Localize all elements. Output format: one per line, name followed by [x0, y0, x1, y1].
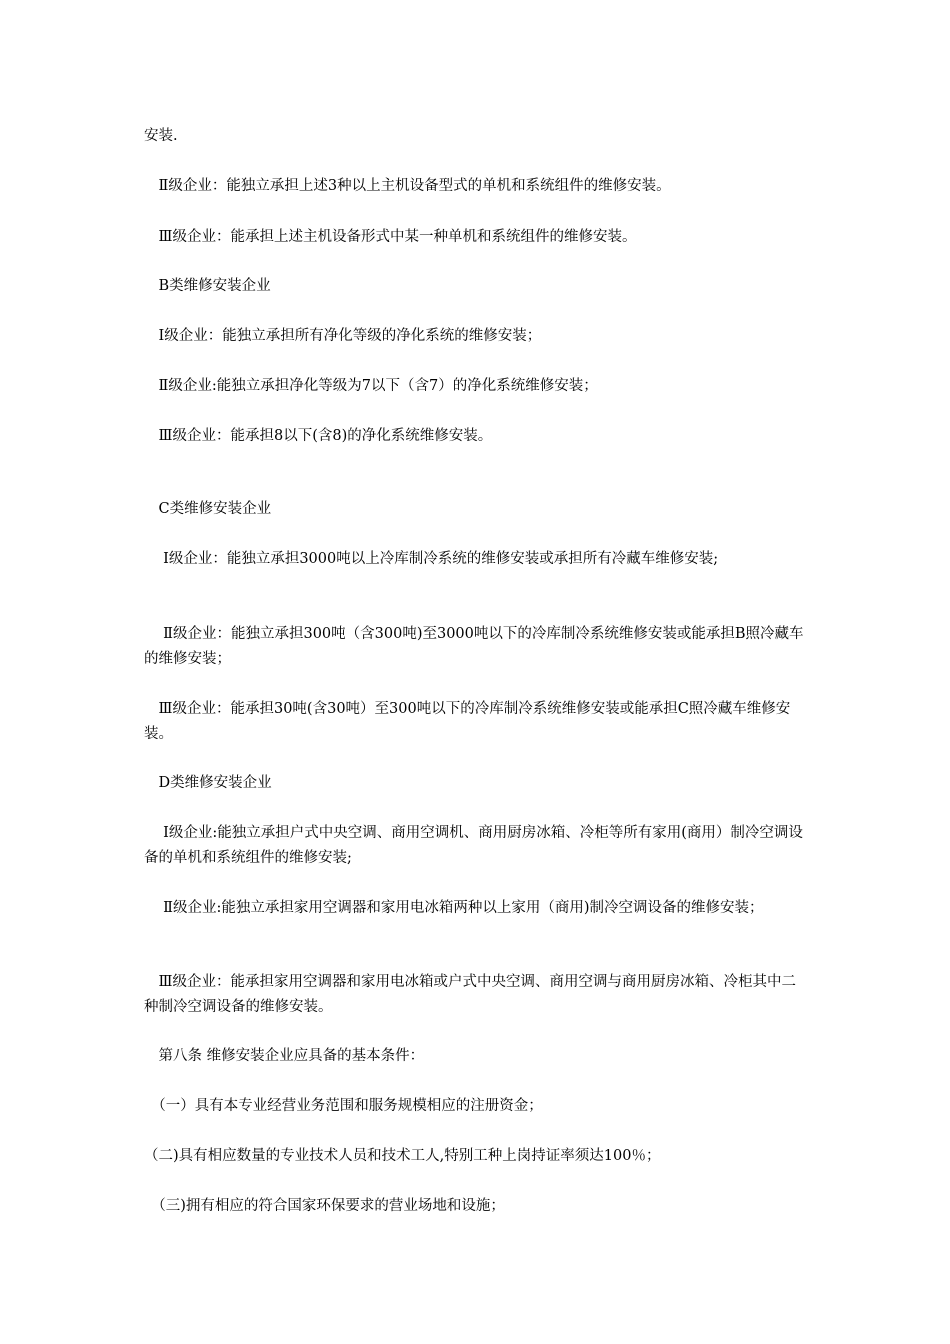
paragraph-class-c-level-3: Ⅲ级企业：能承担30吨(含30吨）至300吨以下的冷库制冷系统维修安装或能承担C照冷藏车维修安装。: [144, 701, 791, 742]
paragraph-install-continuation: 安装.: [144, 128, 178, 144]
paragraph-class-d-level-1: Ⅰ级企业:能独立承担户式中央空调、商用空调机、商用厨房冰箱、冷柜等所有家用(商用）制冷空调设备的单机和系统组件的维修安装;: [144, 825, 803, 866]
paragraph-class-d-level-2: Ⅱ级企业:能独立承担家用空调器和家用电冰箱两种以上家用（商用)制冷空调设备的维修安装；: [144, 900, 764, 916]
heading-class-c: C类维修安装企业: [144, 501, 272, 517]
list-item-condition-3: （三)拥有相应的符合国家环保要求的营业场地和设施；: [144, 1198, 505, 1214]
paragraph-class-d-level-3: Ⅲ级企业：能承担家用空调器和家用电冰箱或户式中央空调、商用空调与商用厨房冰箱、冷柜其中二种制冷空调设备的维修安装。: [144, 974, 796, 1015]
paragraph-class-a-level-3: Ⅲ级企业：能承担上述主机设备形式中某一种单机和系统组件的维修安装。: [144, 229, 637, 245]
paragraph-class-c-level-1: Ⅰ级企业：能独立承担3000吨以上冷库制冷系统的维修安装或承担所有冷藏车维修安装;: [144, 551, 719, 567]
paragraph-class-c-level-2: Ⅱ级企业：能独立承担300吨（含300吨)至3000吨以下的冷库制冷系统维修安装或能承担B照冷藏车的维修安装；: [144, 626, 804, 667]
heading-article-8: 第八条 维修安装企业应具备的基本条件：: [144, 1048, 425, 1064]
paragraph-class-a-level-2: Ⅱ级企业：能独立承担上述3种以上主机设备型式的单机和系统组件的维修安装。: [144, 178, 671, 194]
list-item-condition-1: （一）具有本专业经营业务范围和服务规模相应的注册资金；: [144, 1098, 543, 1114]
heading-class-d: D类维修安装企业: [144, 775, 272, 791]
paragraph-class-b-level-2: Ⅱ级企业:能独立承担净化等级为7以下（含7）的净化系统维修安装；: [144, 378, 598, 394]
paragraph-class-b-level-3: Ⅲ级企业：能承担8以下(含8)的净化系统维修安装。: [144, 428, 493, 444]
paragraph-class-b-level-1: Ⅰ级企业：能独立承担所有净化等级的净化系统的维修安装；: [144, 328, 542, 344]
list-item-condition-2: （二)具有相应数量的专业技术人员和技术工人,特别工种上岗持证率须达100％；: [144, 1148, 661, 1164]
heading-class-b: B类维修安装企业: [144, 278, 271, 294]
